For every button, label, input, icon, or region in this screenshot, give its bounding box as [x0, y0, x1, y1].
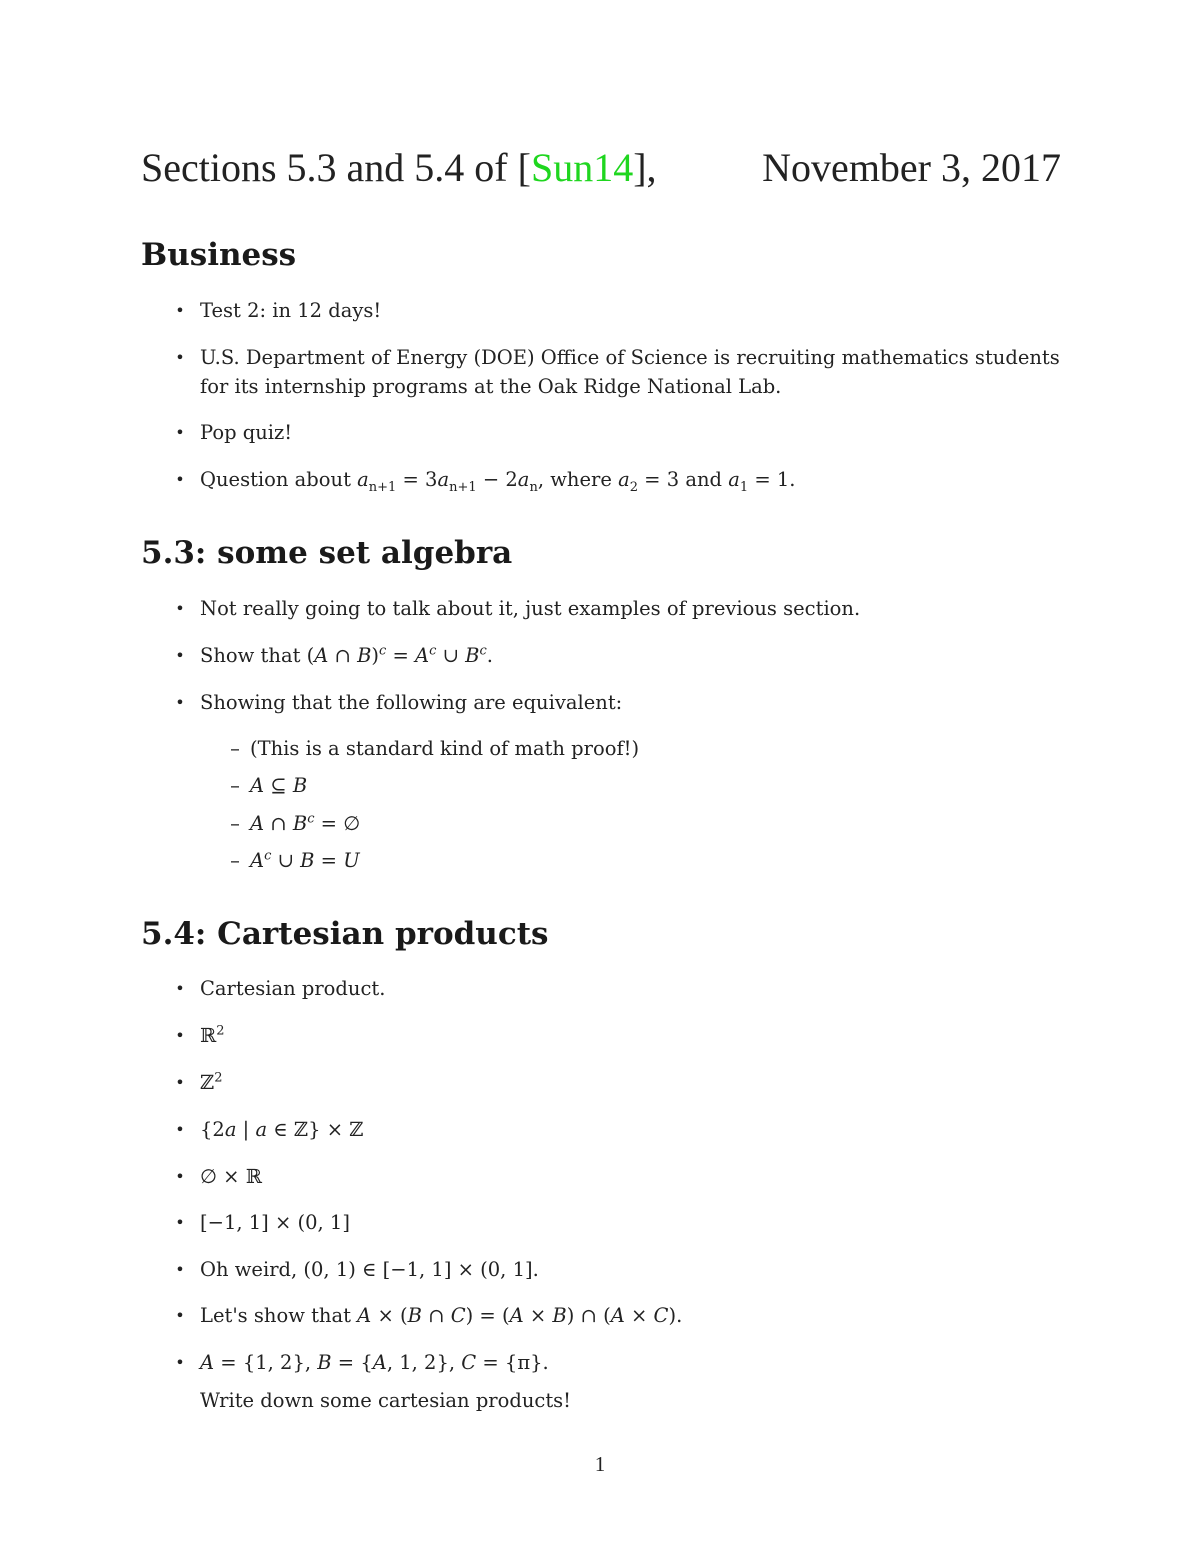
recurrence-question: Question about $a_{n+1} = 3a_{n+1} - 2a_n$, where $a_2 = 3$ and $a_1 = 1$. [200, 468, 796, 495]
bullet-icon: • [175, 693, 185, 712]
document-title [141, 140, 1061, 196]
bullet-icon: • [175, 1026, 185, 1045]
title-text: Sections 5.3 and 5.4 of [Sun14], [141, 145, 657, 190]
bullet-icon: • [175, 348, 185, 367]
bullet-icon: • [175, 1306, 185, 1325]
bullet-icon: • [175, 599, 185, 618]
section-heading-business: Business [141, 237, 297, 273]
section-heading-set-algebra: 5.3: some set algebra [141, 535, 513, 571]
citation-link[interactable]: Sun14 [530, 145, 634, 190]
document-date: November 3, 2017 [762, 145, 1061, 190]
section-heading-cartesian: 5.4: Cartesian products [141, 916, 549, 952]
bullet-icon: • [175, 979, 185, 998]
bullet-icon: • [175, 1120, 185, 1139]
de-morgan-formula: Show that (A ∩ $B)^c = A^c$ ∪ $B^c$. [200, 643, 493, 667]
bullet-icon: • [175, 1353, 185, 1372]
bullet-icon: • [175, 646, 185, 665]
bullet-icon: • [175, 1167, 185, 1186]
bullet-icon: • [175, 301, 185, 320]
bullet-icon: • [175, 423, 185, 442]
bullet-icon: • [175, 1073, 185, 1092]
dash-icon: – [230, 812, 240, 835]
bullet-icon: • [175, 1260, 185, 1279]
document-page: Sections 5.3 and 5.4 of [Sun14], November 3, 2017 Business • Test 2: in 12 days! • U.S. Department of Energy (DOE) Office of Science is recruiting mathematics students for its internship programs at the Oak Ridge National Lab. • Pop quiz! • Question about $a_{n+1} = 3a_{n+1} - 2a_n$, where $a_2 = 3$ and $a_1 = 1$. 5.3: some set algebra • Not really going to talk about it, just examples of previous section. • Show that (A ∩ $B)^c = A^c$ ∪ $B^c$. • Showing that the following are equivalent: – (This is a standard kind of math proof!) – A ⊆ B – A ∩ $B^c$ = ∅ – $A^c$ ∪ B = U 5.4: Cartesian products • Cartesian product. • ℝ$^2$ • ℤ$^2$ • {2a | a ∈ ℤ} × ℤ • ∅ × ℝ • [−1, 1] × (0, 1] • Oh weird, (0, 1) ∈ [−1, 1] × (0, 1]. • Let's show that A × (B ∩ C) = (A × B) ∩ (A × C). • A = {1, 2}, B = {A, 1, 2}, C = {π}. Write down some cartesian products! 1 [0, 0, 1200, 1553]
bullet-icon: • [175, 470, 185, 489]
dash-icon: – [230, 774, 240, 797]
dash-icon: – [230, 849, 240, 872]
bullet-icon: • [175, 1213, 185, 1232]
dash-icon: – [230, 737, 240, 760]
page-number: 1 [594, 1452, 606, 1476]
